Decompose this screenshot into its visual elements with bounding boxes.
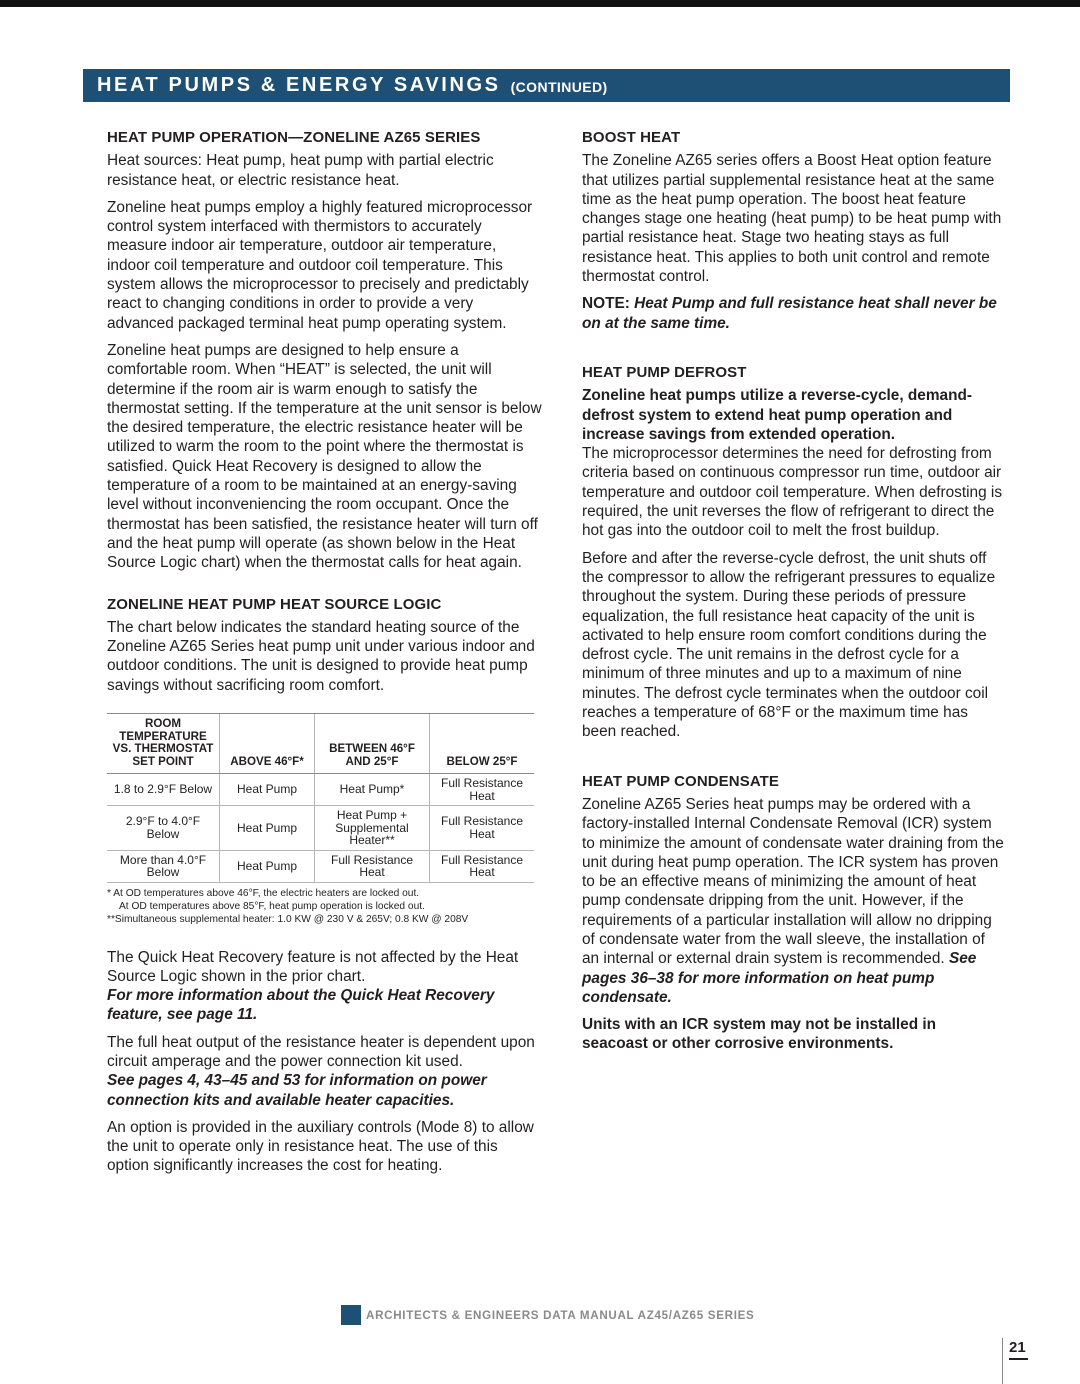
quick-heat-reference: For more information about the Quick Heat Recovery feature, see page 11. <box>107 987 495 1024</box>
table-cell: 2.9°F to 4.0°F Below <box>107 806 220 851</box>
section-subtitle: (CONTINUED) <box>510 79 608 95</box>
condensate-reference: See pages 36–38 for more information on heat pump condensate. <box>582 950 977 1006</box>
left-column <box>107 128 543 1184</box>
heat-output-paragraph <box>107 1033 543 1110</box>
defrost-heading: HEAT PUMP DEFROST <box>582 363 747 381</box>
table-footnotes <box>107 887 543 926</box>
comfort-paragraph: Zoneline heat pumps are designed to help ensure a comfortable room. When “HEAT” is selected, the unit will determine if the room air is warm enough to satisfy the thermostat setting. If the temperature at the unit sensor is below the desired temperature, the electric resistance heater will be utilized to warm the room to the point where the thermostat is satisfied. Quick Heat Recovery is designed to allow the temperature of a room to be maintained at an energy-saving level without inconveniencing the room occupant. Once the thermostat has been satisfied, the resistance heater will turn off and the heat pump will operate (as shown below in the Heat Source Logic chart) when the thermostat calls for heat again. <box>107 341 542 572</box>
table-cell: Full Resistance Heat <box>430 774 535 806</box>
column-header: ROOM TEMPERATURE VS. THERMOSTAT SET POINT <box>107 714 220 774</box>
table-row <box>107 806 534 851</box>
table-cell: Heat Pump <box>220 774 315 806</box>
quick-heat-text: The Quick Heat Recovery feature is not affected by the Heat Source Logic shown in the prior chart. <box>107 948 519 985</box>
defrost-paragraph-1: The microprocessor determines the need for defrosting from criteria based on continuous compressor run time, outdoor air temperature and outdoor coil temperature. When defrosting is required, the unit reverses the flow of refrigerant to direct the hot gas into the outdoor coil to melt the frost buildup. <box>582 445 1003 540</box>
top-border <box>0 0 1080 7</box>
table-row <box>107 850 534 882</box>
table-header-row <box>107 714 534 774</box>
footnote-heat-pump-lockout: At OD temperatures above 85°F, heat pump operation is locked out. <box>119 900 425 912</box>
boost-heat-note <box>582 294 1004 333</box>
icr-warning: Units with an ICR system may not be installed in seacoast or other corrosive environments. <box>582 1016 937 1053</box>
column-header: BELOW 25°F <box>430 714 535 774</box>
section-header-bar <box>83 69 1010 102</box>
footer-square-mark <box>341 1305 361 1325</box>
microprocessor-paragraph: Zoneline heat pumps employ a highly featured microprocessor control system interfaced with thermistors to accurately measure indoor air temperature, outdoor air temperature, indoor coil temperature and outdoor coil temperature. This system allows the microprocessor to precisely and predictably react to changing conditions in order to provide a very advanced packaged terminal heat pump operating system. <box>107 198 533 332</box>
defrost-paragraph-2: Before and after the reverse-cycle defrost, the unit shuts off the compressor to allow the refrigerant pressures to equalize throughout the system. During these periods of pressure equalization, the full resistance heat capacity of the unit is activated to help ensure room comfort conditions during the defrost cycle. The unit remains in the defrost cycle for a minimum of three minutes and up to a maximum of nine minutes. The defrost cycle terminates when the outdoor coil reaches a temperature of 68°F or the maximum time has been reached. <box>582 549 996 741</box>
table-cell: Heat Pump + Supplemental Heater** <box>315 806 430 851</box>
note-label: NOTE: <box>582 295 630 313</box>
condensate-text: Zoneline AZ65 Series heat pumps may be ordered with a factory-installed Internal Condensate Removal (ICR) system to minimize the amount of condensate water draining from the unit during heat pump operation. The ICR system has proven to be an effective means of minimizing the amount of heat pump condensate dripping from the unit. However, if the requirements of a particular installation will allow no dripping of condensate water from the wall sleeve, the installation of an internal or external drain system is recommended. <box>582 795 1004 968</box>
table-cell: 1.8 to 2.9°F Below <box>107 774 220 806</box>
defrost-lead: Zoneline heat pumps utilize a reverse-cycle, demand-defrost system to extend heat pump operation and increase savings from extended operation. <box>582 387 973 443</box>
condensate-heading: HEAT PUMP CONDENSATE <box>582 772 780 790</box>
condensate-paragraph <box>582 795 1004 1007</box>
right-column <box>582 128 1004 1062</box>
table-cell: Full Resistance Heat <box>430 850 535 882</box>
table-cell: More than 4.0°F Below <box>107 850 220 882</box>
table-cell: Full Resistance Heat <box>430 806 535 851</box>
page-number-underline <box>1009 1358 1028 1360</box>
table-cell: Full Resistance Heat <box>315 850 430 882</box>
section-title: HEAT PUMPS & ENERGY SAVINGS <box>97 74 501 96</box>
footnote-electric-heaters: * At OD temperatures above 46°F, the electric heaters are locked out. <box>107 887 420 899</box>
footer-manual-title: ARCHITECTS & ENGINEERS DATA MANUAL AZ45/AZ65 SERIES <box>366 1309 755 1322</box>
note-text: Heat Pump and full resistance heat shall never be on at the same time. <box>582 295 997 332</box>
column-header: ABOVE 46°F* <box>220 714 315 774</box>
heat-output-text: The full heat output of the resistance heater is dependent upon circuit amperage and the power connection kit used. <box>107 1033 535 1070</box>
table-row <box>107 774 534 806</box>
table-cell: Heat Pump* <box>315 774 430 806</box>
column-header: BETWEEN 46°F AND 25°F <box>315 714 430 774</box>
quick-heat-recovery-paragraph <box>107 948 543 1025</box>
heat-source-logic-table <box>107 713 534 883</box>
page-number: 21 <box>1009 1339 1026 1356</box>
table-cell: Heat Pump <box>220 806 315 851</box>
heat-source-logic-heading: ZONELINE HEAT PUMP HEAT SOURCE LOGIC <box>107 595 442 613</box>
boost-heat-heading: BOOST HEAT <box>582 129 681 146</box>
heat-source-logic-paragraph: The chart below indicates the standard heating source of the Zoneline AZ65 Series heat pump unit under various indoor and outdoor conditions. The unit is designed to provide heat pump savings without sacrificing room comfort. <box>107 618 535 694</box>
table-cell: Heat Pump <box>220 850 315 882</box>
heat-sources-paragraph: Heat sources: Heat pump, heat pump with partial electric resistance heat, or electric resistance heat. <box>107 152 494 189</box>
power-kit-reference: See pages 4, 43–45 and 53 for information on power connection kits and available heater capacities. <box>107 1072 487 1109</box>
mode-8-paragraph: An option is provided in the auxiliary controls (Mode 8) to allow the unit to operate only in resistance heat. The use of this option significantly increases the cost for heating. <box>107 1118 534 1175</box>
footnote-supplemental-heater: **Simultaneous supplemental heater: 1.0 KW @ 230 V & 265V; 0.8 KW @ 208V <box>107 913 469 925</box>
heat-pump-operation-heading: HEAT PUMP OPERATION—ZONELINE AZ65 SERIES <box>107 129 481 146</box>
boost-heat-paragraph: The Zoneline AZ65 series offers a Boost Heat option feature that utilizes partial supplemental resistance heat at the same time as the heat pump operation. The boost heat feature changes stage one heating (heat pump) to be heat pump with partial resistance heat. Stage two heating stays as full resistance heat. This applies to both unit control and remote thermostat control. <box>582 152 1002 286</box>
page-number-divider <box>1002 1338 1003 1384</box>
